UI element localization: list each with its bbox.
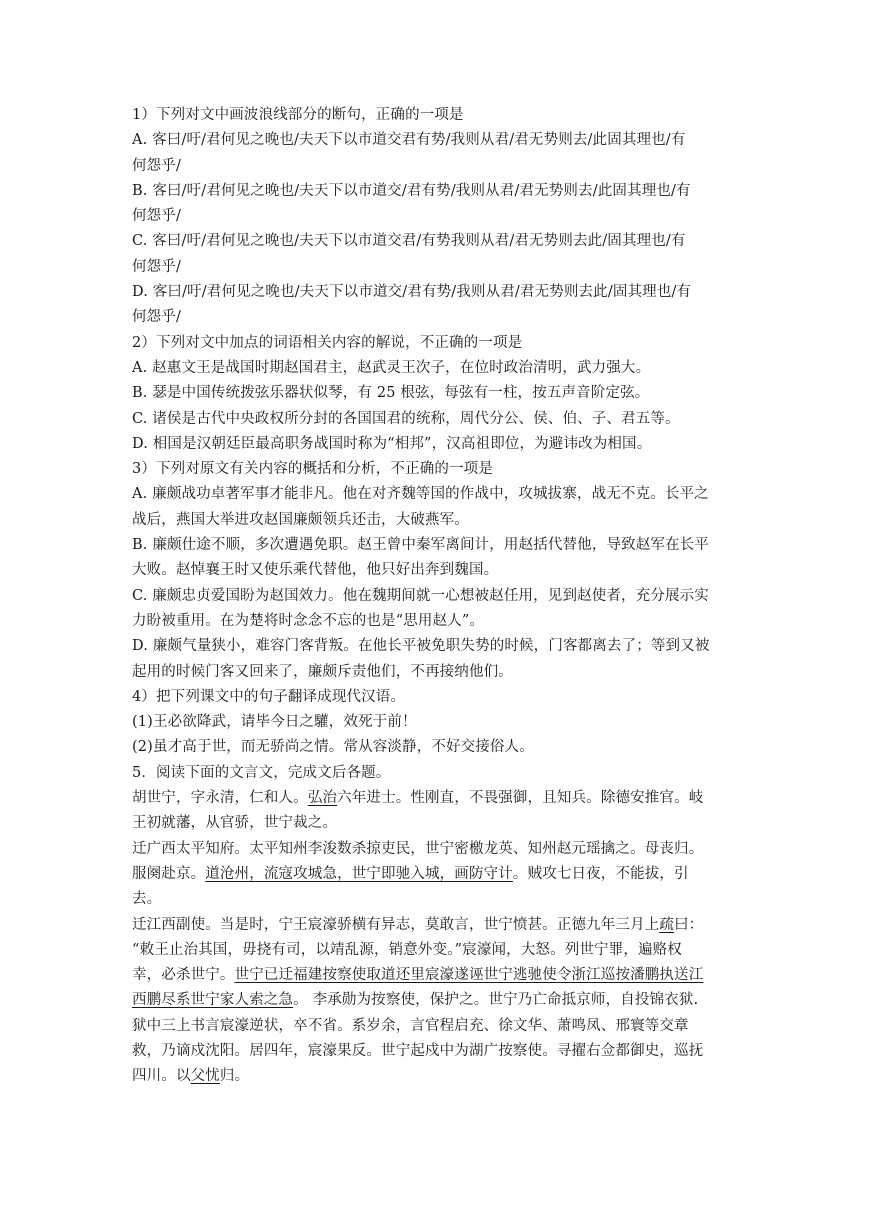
passage-text: 服阕赴京。: [132, 865, 206, 882]
passage-p3-line7: [132, 1064, 738, 1089]
q4-stem: 4）把下列课文中的句子翻译成现代汉语。: [132, 688, 406, 705]
q2-option-a: A. 赵惠文王是战国时期赵国君主，赵武灵王次子，在位时政治清明，武力强大。: [132, 359, 651, 376]
passage-text: 曰：: [674, 916, 704, 933]
q1-option-a-line2: 何怨乎/: [132, 157, 181, 174]
underlined-term: 父忧: [190, 1068, 220, 1085]
q3-stem: 3）下列对原文有关内容的概括和分析，不正确的一项是: [132, 461, 493, 478]
passage-p2-line3: 去。: [132, 891, 162, 908]
q3-option-c-line1: C. 廉颇忠贞爱国盼为赵国效力。他在魏期间就一心想被赵任用，见到赵使者，充分展示实: [132, 587, 709, 604]
q3-option-a-line1: A. 廉颇战功卓著军事才能非凡。他在对齐魏等国的作战中，攻城拔寨，战无不克。长平之: [132, 486, 709, 503]
passage-p3-line1: [132, 913, 738, 938]
passage-p3-line6: 救，乃谪戍沈阳。居四年，宸濠果反。世宁起戍中为湖广按察使。寻擢右佥都御史，巡抚: [132, 1042, 704, 1059]
q1-option-d-line2: 何怨乎/: [132, 309, 181, 326]
q2-option-c: C. 诸侯是古代中央政权所分封的各国国君的统称，周代分公、侯、伯、子、君五等。: [132, 410, 680, 427]
q1-stem: 1）下列对文中画波浪线部分的断句，正确的一项是: [132, 107, 464, 123]
passage-p3-line3: [132, 963, 738, 988]
q1-option-a-line1: A. 客曰/吁/君何见之晚也/夫天下以市道交君有势/我则从君/君无势则去/此固其理也/有: [132, 132, 686, 149]
underlined-term: 疏: [659, 916, 675, 933]
q4-sentence-1: (1)王必欲降武，请毕今日之驩，效死于前！: [132, 714, 417, 731]
q1-option-c-line2: 何怨乎/: [132, 258, 181, 275]
q3-option-b-line2: 大败。赵悼襄王时又使乐乘代替他，他只好出奔到魏国。: [132, 562, 499, 579]
passage-p1-line1: [132, 786, 738, 811]
q3-option-c-line2: 力盼被重用。在为楚将时念念不忘的也是“思用赵人”。: [132, 612, 485, 629]
passage-p2-line1: 迁广西太平知府。太平知州李浚数杀掠吏民，世宁密檄龙英、知州赵元瑶擒之。母丧归。: [132, 840, 704, 857]
q2-stem: 2）下列对文中加点的词语相关内容的解说，不正确的一项是: [132, 334, 523, 351]
q1-option-c-line1: C. 客曰/吁/君何见之晚也/夫天下以市道交君/有势我则从君/君无势则去此/固其理也/有: [132, 233, 686, 250]
passage-text: 胡世宁，字永清，仁和人。: [132, 790, 308, 807]
passage-text: 。贼攻七日夜，不能拔，引: [512, 865, 689, 882]
q1-option-b-line1: B. 客曰/吁/君何见之晚也/夫天下以市道交/君有势/我则从君/君无势则去/此固其理也/有: [132, 182, 691, 199]
passage-p3-line2: “敕王止治其国，毋挠有司，以靖乱源，销意外变。”宸濠闻，大怒。列世宁罪，遍赂权: [132, 941, 682, 958]
passage-text: 六年进士。性刚直，不畏强御，且知兵。除德安推官。岐: [337, 790, 704, 807]
passage-p3-line4: [132, 988, 738, 1013]
passage-p3-line5: 狱中三上书言宸濠逆状，卒不省。系岁余，言官程启充、徐文华、萧鸣凤、邢寰等交章: [132, 1017, 689, 1034]
q3-option-a-line2: 战后，燕国大举进攻赵国廉颇领兵还击，大破燕军。: [132, 511, 469, 528]
document-page: [132, 103, 738, 1090]
passage-text: 。 李承勋为按察使，保护之。世宁乃亡命抵京师，自投锦衣狱.: [293, 992, 699, 1009]
underlined-sentence: 世宁已迁福建按察使取道还里宸濠遂诬世宁逃驰使令浙江巡按潘鹏执送江: [234, 967, 704, 984]
q3-option-d-line1: D. 廉颇气量狭小，难容门客背叛。在他长平被免职失势的时候，门客都离去了；等到又被: [132, 638, 710, 655]
q1-option-b-line2: 何怨乎/: [132, 208, 181, 225]
q2-option-b: B. 瑟是中国传统拨弦乐器状似琴，有 25 根弦，每弦有一柱，按五声音阶定弦。: [132, 385, 650, 402]
q2-option-d: D. 相国是汉朝廷臣最高职务战国时称为“相邦”，汉高祖即位，为避讳改为相国。: [132, 435, 652, 452]
passage-text: 归。: [219, 1068, 250, 1085]
q3-option-d-line2: 起用的时候门客又回来了，廉颇斥责他们，不再接纳他们。: [132, 663, 513, 680]
q3-option-b-line1: B. 廉颇仕途不顺，多次遭遇免职。赵王曾中秦军离间计，用赵括代替他，导致赵军在长平: [132, 537, 710, 554]
q1-option-d-line1: D. 客曰/吁/君何见之晚也/夫天下以市道交/君有势/我则从君/君无势则去此/固其理也/有: [132, 284, 692, 301]
passage-text: 四川。以: [132, 1068, 191, 1085]
underlined-sentence: 道沧州，流寇攻城急，世宁即驰入城，画防守计: [205, 865, 513, 882]
q4-sentence-2: (2)虽才高于世，而无骄尚之情。常从容淡静，不好交接俗人。: [132, 739, 534, 756]
underlined-term: 弘治: [307, 790, 338, 807]
passage-text: 幸，必杀世宁。: [132, 967, 235, 984]
underlined-sentence: 西鹏尽系世宁家人索之急: [132, 992, 294, 1009]
passage-text: 迁江西副使。当是时，宁王宸濠骄横有异志，莫敢言，世宁愤甚。正德九年三月上: [132, 916, 660, 933]
passage-p1-line2: 王初就藩，从官骄，世宁裁之。: [132, 815, 338, 832]
passage-p2-line2: [132, 862, 738, 887]
q5-stem: 5．阅读下面的文言文，完成文后各题。: [132, 764, 391, 781]
